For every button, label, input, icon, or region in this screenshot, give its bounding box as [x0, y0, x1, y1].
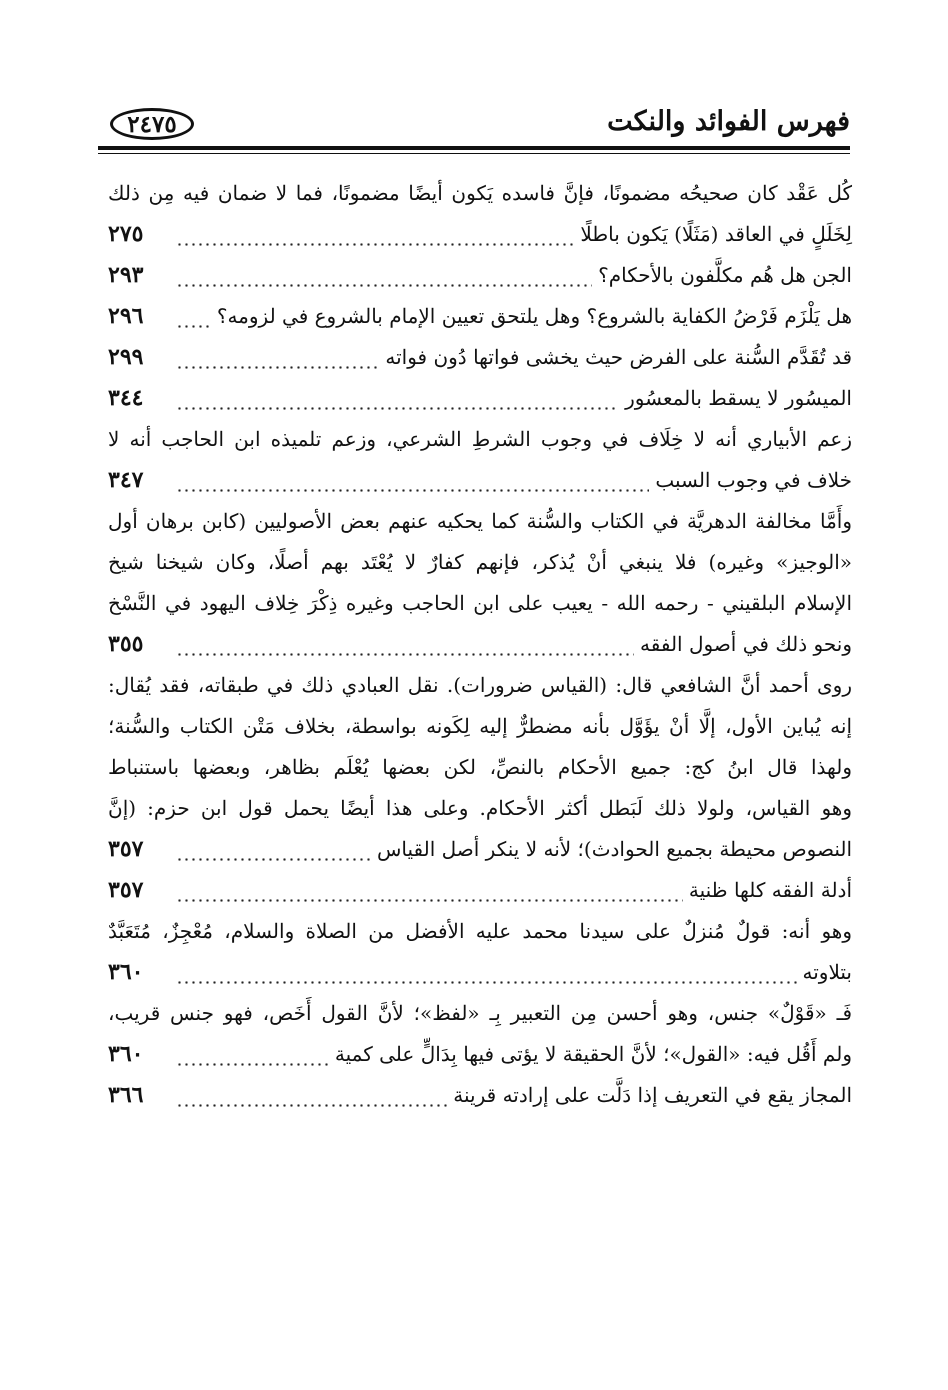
entry-text: الميسُور لا يسقط بالمعسُور [625, 386, 852, 410]
entry-line [108, 706, 852, 747]
dotted-leader [176, 1034, 329, 1075]
page-reference: ٢٩٦ [108, 303, 144, 329]
dotted-leader [176, 952, 797, 993]
entry-line [108, 1075, 852, 1116]
index-entry [108, 870, 852, 911]
page-reference: ٣٦٠ [108, 959, 144, 985]
index-entry [108, 255, 852, 296]
page-reference: ٣٦٦ [108, 1082, 144, 1108]
dotted-leader [176, 624, 634, 665]
index-entry [108, 296, 852, 337]
dotted-leader [176, 337, 379, 378]
entry-text: بتلاوته [802, 960, 852, 984]
entry-text: الجن هل هُم مكلَّفون بالأحكام؟ [598, 263, 852, 287]
entry-text: فَـ «قَوْلٌ» جنس، وهو أحسن مِن التعبير بِـ «لفظ»؛ لأنَّ القول أَخَص، فهو جنس قريب، [108, 1001, 852, 1025]
entry-text: وهو القياس، ولولا ذلك لَبَطل أكثر الأحكام. وعلى هذا أيضًا يحمل قول ابن حزم: (إنَّ [108, 796, 852, 820]
page-reference: ٢٧٥ [108, 221, 144, 247]
page-reference: ٣٥٧ [108, 877, 144, 903]
entry-line [108, 993, 852, 1034]
dotted-leader [176, 870, 683, 911]
page-reference: ٢٩٩ [108, 344, 144, 370]
page-number-badge: ٢٤٧٥ [110, 108, 194, 140]
page-reference: ٣٤٤ [108, 385, 144, 411]
entry-text: هل يَلْزَم فَرْضُ الكفاية بالشروع؟ وهل يلتحق تعيين الإمام بالشروع في لزومه؟ [216, 304, 852, 328]
dotted-leader [176, 296, 211, 337]
entry-line [108, 829, 852, 870]
entry-text: «الوجيز» وغيره) فلا ينبغي أنْ يُذكر، فإنهم كفارٌ لا يُعْتَد بهم أصلًا، وكان شيخنا شيخ [108, 550, 852, 574]
entry-text: خلاف في وجوب السبب [655, 468, 852, 492]
index-entry [108, 419, 852, 501]
entry-text: النصوص محيطة بجميع الحوادث)؛ لأنه لا ينكر أصل القياس [376, 837, 852, 861]
entry-line [108, 542, 852, 583]
index-entry [108, 378, 852, 419]
dotted-leader [176, 460, 649, 501]
page-reference: ٣٥٥ [108, 631, 144, 657]
running-title: فهرس الفوائد والنكت [607, 106, 850, 137]
entry-text: إنه يُباين الأول، إلَّا أنْ يؤَوَّل بأنه مضطرٌّ إليه لِكَونه بواسطة، بخلاف مَتْن الكتاب والسُّنة؛ [108, 714, 852, 738]
entry-line [108, 337, 852, 378]
index-entry [108, 665, 852, 870]
entry-text: ولم أَقُل فيه: «القول»؛ لأنَّ الحقيقة لا يؤتى فيها بِدَالٍّ على كمية [334, 1042, 852, 1066]
entry-line [108, 665, 852, 706]
entry-text: وأَمَّا مخالفة الدهريَّة في الكتاب والسُّنة كما يحكيه عنهم بعض الأصوليين (كابن برهان أول [108, 509, 852, 533]
entry-text: ولهذا قال ابنُ كج: جميع الأحكام بالنصِّ، لكن بعضها يُعْلَم بظاهر، وبعضها باستنباط [108, 755, 852, 779]
entry-line [108, 583, 852, 624]
entry-line [108, 255, 852, 296]
entry-line [108, 501, 852, 542]
entry-text: لِخَلَلٍ في العاقد (مَثَلًا) يَكون باطلًا [580, 222, 852, 246]
index-entries [108, 173, 852, 1116]
entry-text: زعم الأبياري أنه لا خِلَاف في وجوب الشرطِ الشرعي، وزعم تلميذه ابن الحاجب أنه لا [108, 427, 852, 451]
entry-text: المجاز يقع في التعريف إذا دَلَّت على إرادته قرينة [453, 1083, 852, 1107]
entry-text: ونحو ذلك في أصول الفقه [640, 632, 852, 656]
entry-text: الإسلام البلقيني - رحمه الله - يعيب على ابن الحاجب وغيره ذِكْرَ خِلاف اليهود في النَّسْخ [108, 591, 852, 615]
dotted-leader [176, 829, 371, 870]
entry-line [108, 747, 852, 788]
dotted-leader [176, 255, 592, 296]
page-reference: ٣٥٧ [108, 836, 144, 862]
page-reference: ٣٦٠ [108, 1041, 144, 1067]
entry-text: أدلة الفقه كلها ظنية [688, 878, 852, 902]
page-header [98, 104, 850, 150]
page-reference: ٣٤٧ [108, 467, 144, 493]
entry-text: روى أحمد أنَّ الشافعي قال: (القياس ضرورات). نقل العبادي ذلك في طبقاته، فقد يُقال: [108, 673, 852, 697]
entry-line [108, 378, 852, 419]
entry-line [108, 173, 852, 214]
entry-text: وهو أنه: قولٌ مُنزلٌ على سيدنا محمد عليه الأفضل من الصلاة والسلام، مُعْجِزٌ، مُتَعَبَّدٌ [108, 919, 852, 943]
entry-line [108, 870, 852, 911]
header-rule-thick [98, 146, 850, 150]
entry-line [108, 419, 852, 460]
entry-line [108, 911, 852, 952]
entry-line [108, 952, 852, 993]
entry-line [108, 1034, 852, 1075]
index-entry [108, 501, 852, 665]
index-entry [108, 337, 852, 378]
entry-line [108, 296, 852, 337]
index-entry [108, 993, 852, 1075]
entry-text: قد تُقَدَّم السُّنة على الفرض حيث يخشى فواتها دُون فواته [385, 345, 852, 369]
entry-line [108, 460, 852, 501]
index-entry [108, 173, 852, 255]
page-reference: ٢٩٣ [108, 262, 144, 288]
dotted-leader [176, 378, 619, 419]
dotted-leader [176, 1075, 447, 1116]
entry-line [108, 214, 852, 255]
dotted-leader [176, 214, 574, 255]
entry-text: كُل عَقْد كان صحيحُه مضمونًا، فإنَّ فاسده يَكون أيضًا مضمونًا، فما لا ضمان فيه مِن ذلك [108, 181, 852, 205]
index-entry [108, 1075, 852, 1116]
entry-line [108, 624, 852, 665]
index-entry [108, 911, 852, 993]
header-rule-thin [98, 153, 850, 154]
entry-line [108, 788, 852, 829]
